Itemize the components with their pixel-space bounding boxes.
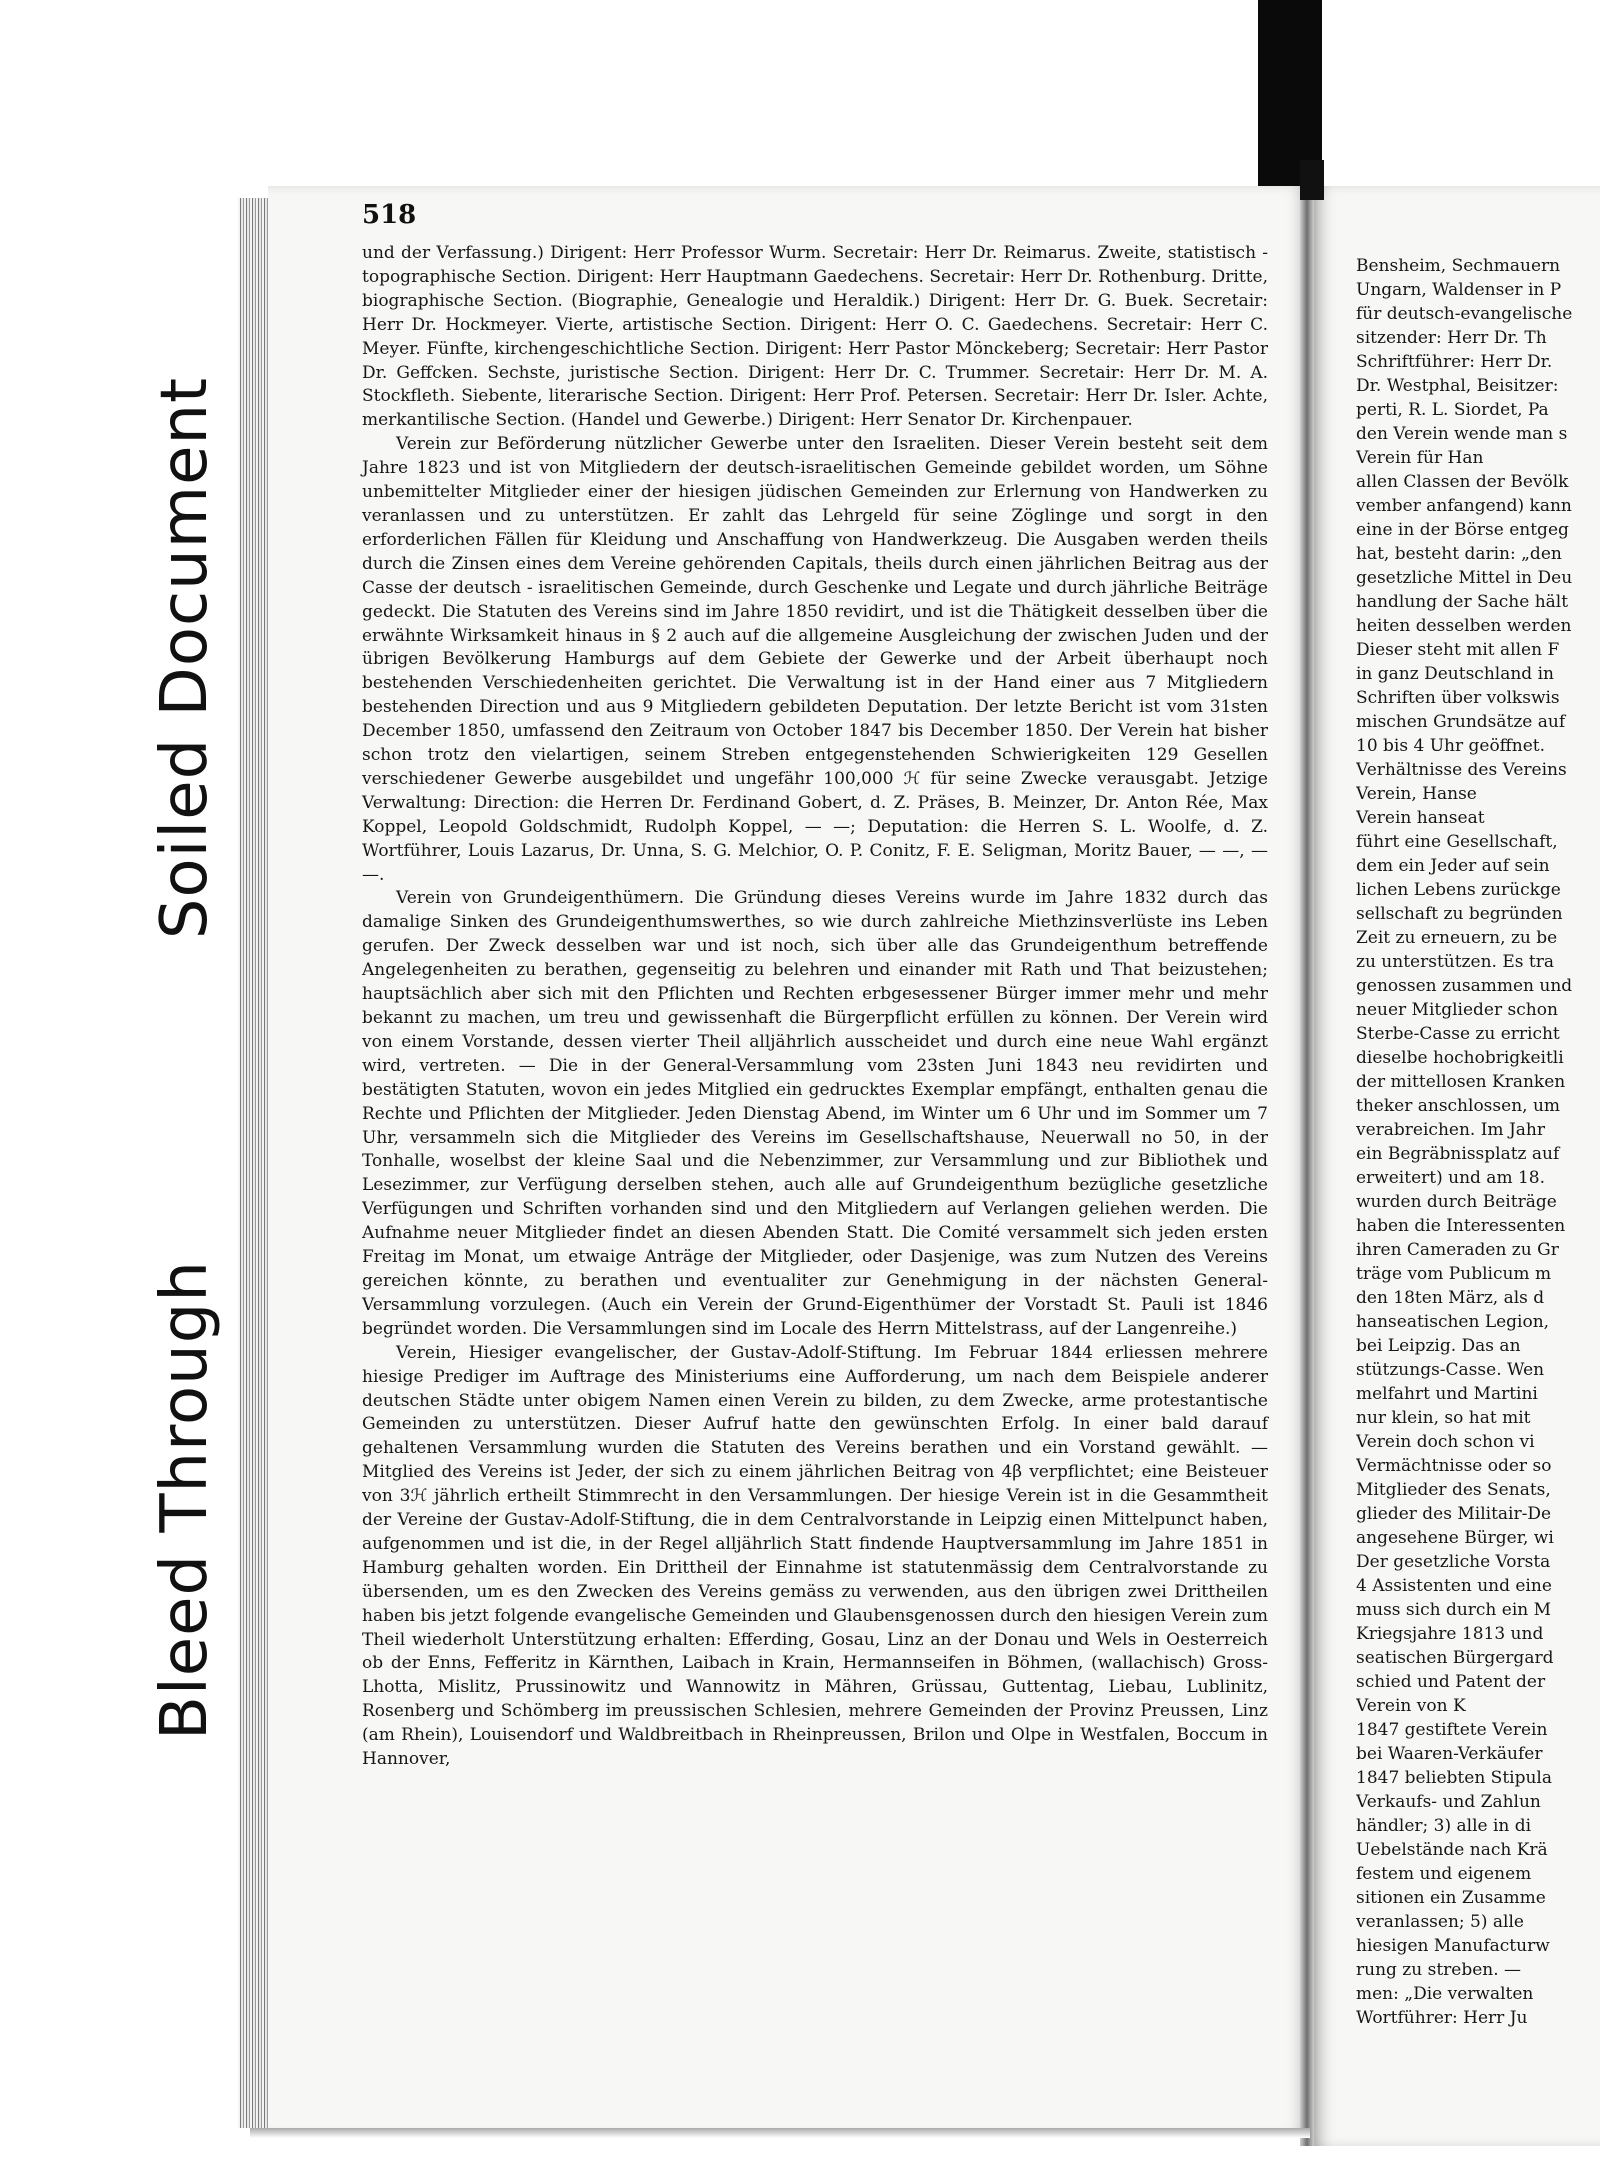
right-page-line: festem und eigenem (1356, 1864, 1532, 1884)
bleed-through-text: Bleed Through (148, 1260, 222, 1740)
right-page-line: genossen zusammen und (1356, 976, 1573, 996)
right-page-line: Kriegsjahre 1813 und (1356, 1624, 1544, 1644)
page-number: 518 (362, 200, 417, 230)
right-page-line: nur klein, so hat mit (1356, 1408, 1531, 1428)
right-page-line: Verein von K (1356, 1696, 1466, 1716)
right-page-line: Bensheim, Sechmauern (1356, 256, 1561, 276)
scan-band (1258, 0, 1322, 186)
book-gutter (1300, 186, 1314, 2146)
right-page-line: sitionen ein Zusamme (1356, 1888, 1546, 1908)
right-page-line: angesehene Bürger, wi (1356, 1528, 1554, 1548)
right-page-line: Verhältnisse des Vereins (1356, 760, 1567, 780)
right-page-line: vember anfangend) kann (1356, 496, 1572, 516)
right-page-line: den Verein wende man s (1356, 424, 1568, 444)
right-page-line: gesetzliche Mittel in Deu (1356, 568, 1573, 588)
right-page-line: Sterbe-Casse zu erricht (1356, 1024, 1560, 1044)
right-page-line: verabreichen. Im Jahr (1356, 1120, 1545, 1140)
soiled-document-text: Soiled Document (148, 376, 222, 939)
right-page-line: rung zu streben. — (1356, 1960, 1522, 1980)
right-page-line: 4 Assistenten und eine (1356, 1576, 1552, 1596)
right-page-line: Vermächtnisse oder so (1356, 1456, 1552, 1476)
right-page-line: perti, R. L. Siordet, Pa (1356, 400, 1549, 420)
right-page-line: hiesigen Manufacturw (1356, 1936, 1550, 1956)
right-page-line: Der gesetzliche Vorsta (1356, 1552, 1551, 1572)
right-page-line: Verkaufs- und Zahlun (1356, 1792, 1541, 1812)
right-page-line: haben die Interessenten (1356, 1216, 1566, 1236)
right-page-line: den 18ten März, als d (1356, 1288, 1545, 1308)
right-page-line: hat, besteht darin: „den (1356, 544, 1562, 564)
right-page-line: Verein doch schon vi (1356, 1432, 1535, 1452)
right-page-line: lichen Lebens zurückge (1356, 880, 1561, 900)
right-page-line: 1847 gestiftete Verein (1356, 1720, 1548, 1740)
right-page-line: 1847 beliebten Stipula (1356, 1768, 1552, 1788)
right-page-line: Schriftführer: Herr Dr. (1356, 352, 1553, 372)
soiled-document-label (130, 360, 240, 955)
right-page-line: Zeit zu erneuern, zu be (1356, 928, 1558, 948)
right-page-line: der mittellosen Kranken (1356, 1072, 1566, 1092)
right-page-line: mischen Grundsätze auf (1356, 712, 1566, 732)
left-page-text (362, 242, 1268, 1772)
right-page-line: heiten desselben werden (1356, 616, 1572, 636)
right-page-line: zu unterstützen. Es tra (1356, 952, 1554, 972)
right-page-line: bei Leipzig. Das an (1356, 1336, 1521, 1356)
right-page-line: Verein hanseat (1356, 808, 1485, 828)
right-page-line: Verein, Hanse (1356, 784, 1477, 804)
right-page-line: ein Begräbnissplatz auf (1356, 1144, 1560, 1164)
right-page-line: muss sich durch ein M (1356, 1600, 1552, 1620)
right-page-line: veranlassen; 5) alle (1356, 1912, 1524, 1932)
right-page-line: men: „Die verwalten (1356, 1984, 1534, 2004)
right-page-line: neuer Mitglieder schon (1356, 1000, 1558, 1020)
right-page-line: seatischen Bürgergard (1356, 1648, 1554, 1668)
right-page-line: melfahrt und Martini (1356, 1384, 1538, 1404)
right-page-line: führt eine Gesellschaft, (1356, 832, 1558, 852)
right-page-line: Mitglieder des Senats, (1356, 1480, 1551, 1500)
right-page-line: Uebelstände nach Krä (1356, 1840, 1548, 1860)
right-page-line: dieselbe hochobrigkeitli (1356, 1048, 1564, 1068)
right-page-line: eine in der Börse entgeg (1356, 520, 1569, 540)
right-page-line: dem ein Jeder auf sein (1356, 856, 1550, 876)
right-page-line: Wortführer: Herr Ju (1356, 2008, 1528, 2028)
right-page-line: in ganz Deutschland in (1356, 664, 1554, 684)
right-page-line: bei Waaren-Verkäufer (1356, 1744, 1543, 1764)
bleed-through-label (130, 1190, 240, 1810)
paragraph-gustav-adolf: Verein, Hiesiger evangelischer, der Gustav-Adolf-Stiftung. Im Februar 1844 erliessen mehrere hiesige Prediger im Auftrage des Ministeriums eine Aufforderung, um nach dem Beispiele anderer deutschen Städte unter obigem Namen einen Verein zu bilden, zu dem Zwecke, arme protestantische Gemeinden zu unterstützen. Dieser Aufruf hatte den gewünschten Erfolg. In einer bald darauf gehaltenen Versammlung wurden die Statuten des Vereins berathen und ein Vorstand gewählt. — Mitglied des Vereins ist Jeder, der sich zu einem jährlichen Beitrag von 4β verpflichtet; eine Beisteuer von 3ℋ jährlich ertheilt Stimmrecht in den Versammlungen. Der hiesige Verein ist in die Gesammtheit der Vereine der Gustav-Adolf-Stiftung, die in dem Centralvorstande in Leipzig einen Mittelpunct haben, aufgenommen und ist die, in der Regel alljährlich Statt findende Hauptversammlung im Jahre 1851 in Hamburg gehalten worden. Ein Drittheil der Einnahme ist statutenmässig dem Centralvorstande zu übersenden, um es den Zwecken des Vereins gemäss zu verwenden, aus den übrigen zwei Drittheilen haben bis jetzt folgende evangelische Gemeinden und Glaubensgenossen durch den hiesigen Verein zum Theil wiederholt Unterstützung erhalten: Efferding, Gosau, Linz an der Donau und Wels in Oesterreich ob der Enns, Fefferitz in Kärnthen, Laibach in Krain, Hermannseifen in Böhmen, (wallachisch) Gross-Lhotta, Mislitz, Prussinowitz und Wannowitz in Mähren, Grüssau, Guttentag, Liebau, Lublinitz, Rosenberg und Schömberg im preussischen Schlesien, mehrere Gemeinden der Provinz Preussen, Linz (am Rhein), Louisendorf und Waldbreitbach in Rheinpreussen, Brilon und Olpe in Westfalen, Boccum in Hannover, (362, 1342, 1268, 1770)
right-page-line: 10 bis 4 Uhr geöffnet. (1356, 736, 1546, 756)
right-page-line: Schriften über volkswis (1356, 688, 1560, 708)
paragraph-grundeigenthuemer: Verein von Grundeigenthümern. Die Gründung dieses Vereins wurde im Jahre 1832 durch das damalige Sinken des Grundeigenthumswerthes, so wie durch zahlreiche Miethzinsverlüste ins Leben gerufen. Der Zweck desselben war und ist noch, sich über alle das Grundeigenthum betreffende Angelegenheiten zu berathen, gegenseitig zu belehren und einander mit Rath und That beizustehen; hauptsächlich aber sich mit den Pflichten und Rechten erbgesessener Bürger immer mehr und mehr bekannt zu machen, um treu und gewissenhaft die Bürgerpflicht erfüllen zu können. Der Verein wird von einem Vorstande, dessen vierter Theil alljährlich ausscheidet und durch eine neue Wahl ergänzt wird, vertreten. — Die in der General-Versammlung vom 23sten Juni 1843 neu revidirten und bestätigten Statuten, wovon ein jedes Mitglied ein gedrucktes Exemplar empfängt, enthalten genau die Rechte und Pflichten der Mitglieder. Jeden Dienstag Abend, im Winter um 6 Uhr und im Sommer um 7 Uhr, versammeln sich die Mitglieder des Vereins im Gesellschaftshause, Neuerwall no 50, in der Tonhalle, woselbst der kleine Saal und die Nebenzimmer, zur Versammlung und zur Bibliothek und Lesezimmer, zur Verfügung derselben stehen, auch alle auf Grundeigenthum bezügliche gesetzliche Verfügungen und Schriften vorhanden sind und den Mitgliedern auf Verlangen geliehen werden. Die Aufnahme neuer Mitglieder findet an diesen Abenden Statt. Die Comité versammelt sich jeden ersten Freitag im Monat, um etwaige Anträge der Mitglieder, oder Dasjenige, was zum Nutzen des Vereins gereichen könnte, zu berathen und eventualiter zur Genehmigung in der nächsten General-Versammlung vorzulegen. (Auch ein Verein der Grund-Eigenthümer der Vorstadt St. Pauli ist 1846 begründet worden. Die Versammlungen sind im Locale des Herrn Mittelstrass, auf der Langenreihe.) (362, 888, 1268, 1339)
right-page-line: allen Classen der Bevölk (1356, 472, 1569, 492)
page-bottom-shadow (250, 2128, 1310, 2138)
right-page-line: wurden durch Beiträge (1356, 1192, 1557, 1212)
right-page-line: träge vom Publicum m (1356, 1264, 1552, 1284)
right-page-line: sitzender: Herr Dr. Th (1356, 328, 1547, 348)
right-page-line: Ungarn, Waldenser in P (1356, 280, 1562, 300)
right-page-line: hanseatischen Legion, (1356, 1312, 1550, 1332)
right-page-text (1356, 254, 1600, 2030)
paragraph-sections: und der Verfassung.) Dirigent: Herr Professor Wurm. Secretair: Herr Dr. Reimarus. Zweite, statistisch - topographische Section. Dirigent: Herr Hauptmann Gaedechens. Secretair: Herr Dr. Rothenburg. Dritte, biographische Section. (Biographie, Genealogie und Heraldik.) Dirigent: Herr Dr. G. Buek. Secretair: Herr Dr. Hockmeyer. Vierte, artistische Section. Dirigent: Herr O. C. Gaedechens. Secretair: Herr C. Meyer. Fünfte, kirchengeschichtliche Section. Dirigent: Herr Pastor Mönckeberg; Secretair: Herr Pastor Dr. Geffcken. Sechste, juristische Section. Dirigent: Herr Dr. C. Trummer. Secretair: Herr Dr. M. A. Stockfleth. Siebente, literarische Section. Dirigent: Herr Prof. Petersen. Secretair: Herr Dr. Isler. Achte, merkantilische Section. (Handel und Gewerbe.) Dirigent: Herr Senator Dr. Kirchenpauer. (362, 243, 1268, 431)
scan-band-lower (1300, 160, 1324, 200)
right-page-line: Verein für Han (1356, 448, 1484, 468)
right-page-line: händler; 3) alle in di (1356, 1816, 1532, 1836)
right-page-line: Dr. Westphal, Beisitzer: (1356, 376, 1559, 396)
right-page-line: Dieser steht mit allen F (1356, 640, 1560, 660)
paragraph-israeliten-verein: Verein zur Beförderung nützlicher Gewerbe unter den Israeliten. Dieser Verein besteht seit dem Jahre 1823 und ist von Mitgliedern der deutsch-israelitischen Gemeinde gebildet worden, um Söhne unbemittelter Mitglieder einer der hiesigen jüdischen Gemeinden zur Erlernung von Handwerken zu veranlassen und zu unterstützen. Er zahlt das Lehrgeld für seine Zöglinge und sorgt in den erforderlichen Fällen für Kleidung und Anschaffung von Handwerkzeug. Die Ausgaben werden theils durch die Zinsen eines dem Vereine gehörenden Capitals, theils durch einen jährlichen Beitrag aus der Casse der deutsch - israelitischen Gemeinde, durch Geschenke und Legate und durch jährliche Beiträge gedeckt. Die Statuten des Vereins sind im Jahre 1850 revidirt, und ist die Thätigkeit desselben über die erwähnte Wirksamkeit hinaus in § 2 auch auf die allgemeine Ausgleichung der zwischen Juden und der übrigen Bevölkerung Hamburgs auf dem Gebiete der Gewerke und der Arbeit überhaupt noch bestehenden Verschiedenheiten gerichtet. Die Verwaltung ist in der Hand einer aus 7 Mitgliedern bestehenden Direction und aus 9 Mitgliedern gebildeten Deputation. Der letzte Bericht ist vom 31sten December 1850, umfassend den Zeitraum von October 1847 bis December 1850. Der Verein hat bisher schon trotz den vielartigen, seinem Streben entgegenstehenden Schwierigkeiten 129 Gesellen verschiedener Gewerbe ausgebildet und ungefähr 100,000 ℋ für seine Zwecke verausgabt. Jetzige Verwaltung: Direction: die Herren Dr. Ferdinand Gobert, d. Z. Präses, B. Meinzer, Dr. Anton Rée, Max Koppel, Leopold Goldschmidt, Rudolph Koppel, — —; Deputation: die Herren S. L. Woolfe, d. Z. Wortführer, Louis Lazarus, Dr. Unna, S. G. Melchior, O. P. Conitz, F. E. Seligman, Moritz Bauer, — —, — —. (362, 434, 1268, 885)
right-page-line: schied und Patent der (1356, 1672, 1546, 1692)
right-page-line: für deutsch-evangelische (1356, 304, 1573, 324)
right-page-line: ihren Cameraden zu Gr (1356, 1240, 1559, 1260)
right-page-line: erweitert) und am 18. (1356, 1168, 1546, 1188)
right-page-line: handlung der Sache hält (1356, 592, 1569, 612)
right-page-line: sellschaft zu begründen (1356, 904, 1563, 924)
right-page-line: theker anschlossen, um (1356, 1096, 1561, 1116)
right-page-line: glieder des Militair-De (1356, 1504, 1552, 1524)
right-page-line: stützungs-Casse. Wen (1356, 1360, 1545, 1380)
